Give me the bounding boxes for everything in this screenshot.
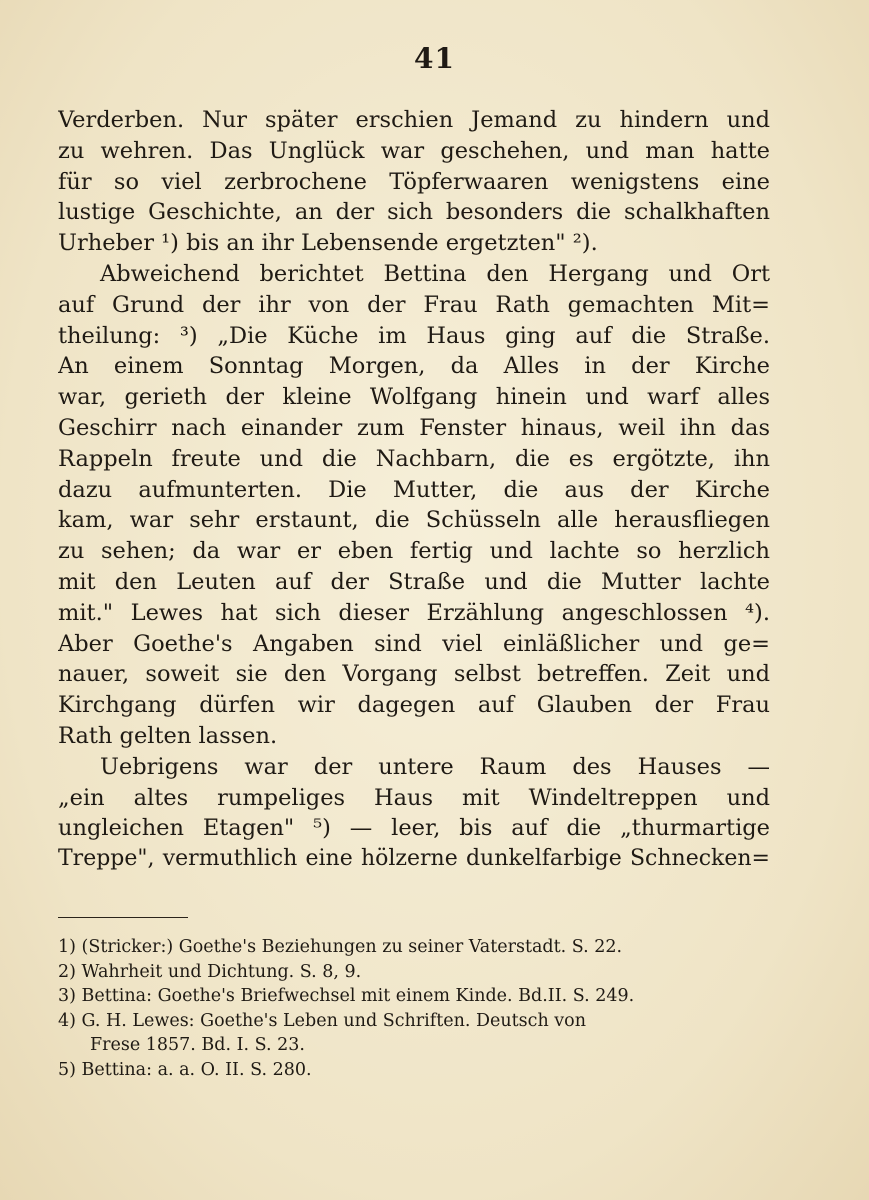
text-line: Abweichend berichtet Bettina den Hergang und Ort: [100, 260, 770, 287]
footnote-line: 5) Bettina: a. a. O. II. S. 280.: [58, 1059, 312, 1080]
footnote-line: 2) Wahrheit und Dichtung. S. 8, 9.: [58, 961, 362, 982]
body-text: [58, 105, 770, 875]
text-line: „ein altes rumpeliges Haus mit Windeltreppen und: [58, 784, 770, 811]
footnote-line: Frese 1857. Bd. I. S. 23.: [90, 1035, 305, 1055]
text-line: Rath gelten lassen.: [58, 722, 278, 749]
text-line: mit." Lewes hat sich dieser Erzählung angeschlossen ⁴).: [58, 599, 770, 626]
footnote-line: 3) Bettina: Goethe's Briefwechsel mit einem Kinde. Bd.II. S. 249.: [58, 986, 635, 1006]
text-line: für so viel zerbrochene Töpferwaaren wenigstens eine: [58, 168, 770, 195]
text-line: zu sehen; da war er eben fertig und lachte so herzlich: [58, 538, 770, 565]
text-line: Urheber ¹) bis an ihr Lebensende ergetzten" ²).: [58, 230, 598, 257]
text-line: theilung: ³) „Die Küche im Haus ging auf die Straße.: [58, 322, 770, 349]
text-line: An einem Sonntag Morgen, da Alles in der Kirche: [58, 353, 770, 380]
text-line: Kirchgang dürfen wir dagegen auf Glauben der Frau: [58, 692, 770, 719]
text-line: ungleichen Etagen" ⁵) — leer, bis auf die „thurmartige: [58, 815, 770, 842]
text-line: dazu aufmunterten. Die Mutter, die aus der Kirche: [58, 476, 770, 503]
text-line: Uebrigens war der untere Raum des Hauses —: [100, 753, 770, 780]
text-line: Geschirr nach einander zum Fenster hinaus, weil ihn das: [58, 414, 770, 441]
text-line: lustige Geschichte, an der sich besonders die schalkhaften: [58, 199, 770, 226]
footnote-line: 1) (Stricker:) Goethe's Beziehungen zu seiner Vaterstadt. S. 22.: [58, 937, 623, 957]
text-line: Verderben. Nur später erschien Jemand zu hindern und: [58, 107, 770, 133]
footnotes: [58, 935, 770, 1082]
text-line: zu wehren. Das Unglück war geschehen, und man hatte: [58, 137, 770, 164]
page-number: 41: [414, 42, 455, 75]
text-line: nauer, soweit sie den Vorgang selbst betreffen. Zeit und: [58, 661, 770, 688]
footnote-divider: [58, 917, 188, 918]
text-line: kam, war sehr erstaunt, die Schüsseln alle herausfliegen: [58, 507, 770, 534]
text-line: mit den Leuten auf der Straße und die Mutter lachte: [58, 568, 770, 595]
text-line: Aber Goethe's Angaben sind viel einläßlicher und ge=: [58, 630, 770, 657]
text-line: Rappeln freute und die Nachbarn, die es ergötzte, ihn: [58, 445, 770, 472]
footnote-line: 4) G. H. Lewes: Goethe's Leben und Schriften. Deutsch von: [58, 1010, 586, 1031]
text-line: war, gerieth der kleine Wolfgang hinein und warf alles: [58, 384, 770, 411]
text-line: auf Grund der ihr von der Frau Rath gemachten Mit=: [58, 291, 770, 318]
text-line: Treppe", vermuthlich eine hölzerne dunkelfarbige Schnecken=: [58, 846, 770, 872]
